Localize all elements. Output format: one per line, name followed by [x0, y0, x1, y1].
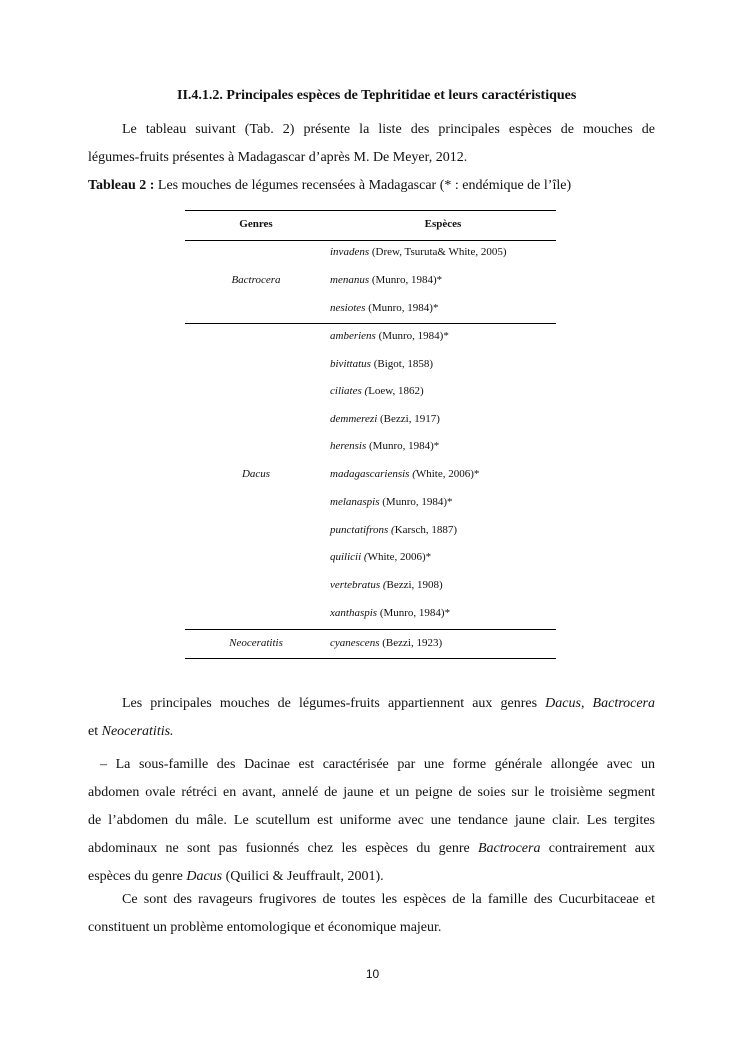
header-genres: Genres [239, 218, 273, 230]
species-authority: (Munro, 1984)* [377, 607, 451, 619]
group-rule [185, 629, 556, 630]
species-row [330, 607, 450, 619]
species-row [330, 468, 479, 480]
species-authority: (Munro, 1984)* [375, 330, 449, 342]
header-rule [185, 240, 556, 241]
species-name: amberiens [330, 330, 376, 342]
species-name: quilicii ( [330, 551, 368, 563]
caption-text: Les mouches de légumes recensées à Madagascar (* : endémique de l’île) [157, 178, 572, 193]
species-name: madagascariensis ( [330, 468, 416, 480]
species-row [330, 413, 440, 425]
species-name: ciliates ( [330, 385, 369, 397]
species-authority: (Munro, 1984)* [379, 496, 453, 508]
species-row [330, 358, 433, 370]
ravageurs-line-1 [88, 886, 655, 914]
genus-neoceratitis: Neoceratitis [229, 637, 283, 649]
ravageurs-line-1-text: Ce sont des ravageurs frugivores de toutes les espèces de la famille des Cucurbitaceae et [122, 892, 655, 907]
species-name: nesiotes [330, 302, 366, 314]
species-row [330, 274, 442, 286]
dacinae-line-1: – La sous-famille des Dacinae est caractérisée par une forme générale allongée avec un [100, 757, 655, 772]
species-name: menanus [330, 274, 370, 286]
species-authority: (Bigot, 1858) [370, 358, 433, 370]
ravageurs-paragraph [88, 886, 655, 942]
caption-label: Tableau 2 : [88, 178, 155, 193]
genus-dacus-ref: Dacus [545, 696, 581, 711]
dacinae-line-4-text: abdominaux ne sont pas fusionnés chez les espèces du genre [88, 841, 478, 856]
header-especes: Espèces [424, 218, 462, 230]
genera-text: Les principales mouches de légumes-fruits appartiennent aux genres [122, 696, 546, 711]
species-row [330, 579, 443, 591]
species-authority: Loew, 1862) [368, 385, 424, 397]
dacinae-line-5-text: espèces du genre [88, 869, 187, 884]
genus-bactrocera: Bactrocera [231, 274, 281, 286]
table-bottom-rule [185, 658, 556, 659]
species-name: punctatifrons ( [330, 524, 395, 536]
ravageurs-line-2: constituent un problème entomologique et économique majeur. [88, 920, 442, 935]
genus-dacus: Dacus [241, 468, 271, 480]
species-row [330, 637, 442, 649]
page-number: 10 [365, 967, 380, 981]
genus-bactrocera-ref: Bactrocera [592, 696, 656, 711]
species-row [330, 330, 449, 342]
species-authority: Karsch, 1887) [394, 524, 458, 536]
species-name: cyanescens [330, 637, 380, 649]
intro-line-1-text: Le tableau suivant (Tab. 2) présente la liste des principales espèces de mouches de [122, 122, 655, 137]
et-text: et [88, 724, 102, 739]
species-name: xanthaspis [330, 607, 378, 619]
species-name: demmerezi [330, 413, 378, 425]
genus-bactrocera-ref: Bactrocera [478, 841, 541, 856]
dacinae-paragraph [88, 751, 655, 891]
dacinae-line-3: de l’abdomen du mâle. Le scutellum est uniforme avec une tendance jaune clair. Les tergites [88, 813, 655, 828]
species-name: melanaspis [330, 496, 380, 508]
species-authority: (Bezzi, 1917) [377, 413, 440, 425]
species-row [330, 496, 453, 508]
dacinae-line-4 [88, 835, 655, 863]
species-authority: (Munro, 1984)* [365, 302, 439, 314]
dacinae-line-2: abdomen ovale rétréci en avant, annelé de jaune et un peigne de soies sur le troisième segment [88, 785, 655, 800]
species-row [330, 385, 424, 397]
species-authority: Bezzi, 1908) [386, 579, 443, 591]
genera-paragraph [88, 690, 655, 746]
species-name: bivittatus [330, 358, 371, 370]
group-rule [185, 323, 556, 324]
comma: , [580, 696, 593, 711]
genera-line-1 [88, 690, 655, 718]
genera-line-2 [88, 718, 655, 746]
species-authority: (Bezzi, 1923) [379, 637, 443, 649]
species-authority: White, 2006)* [367, 551, 432, 563]
section-heading: II.4.1.2. Principales espèces de Tephritidae et leurs caractéristiques [177, 88, 577, 103]
species-name: vertebratus ( [330, 579, 387, 591]
species-row [330, 440, 439, 452]
species-name: invadens [330, 246, 370, 258]
intro-line-2: légumes-fruits présentes à Madagascar d’après M. De Meyer, 2012. [88, 150, 468, 165]
dacinae-line-4-end: contrairement aux [540, 841, 655, 856]
species-row [330, 246, 507, 258]
species-authority: (Drew, Tsuruta& White, 2005) [369, 246, 507, 258]
species-row [330, 302, 438, 314]
species-authority: (Munro, 1984)* [369, 274, 443, 286]
intro-paragraph [88, 116, 655, 172]
species-authority: (Munro, 1984)* [366, 440, 440, 452]
species-authority: White, 2006)* [415, 468, 480, 480]
citation: (Quilici & Jeuffrault, 2001). [222, 869, 384, 884]
intro-line-1 [88, 116, 655, 144]
species-name: herensis [330, 440, 367, 452]
genus-dacus-ref: Dacus [186, 869, 223, 884]
species-row [330, 524, 457, 536]
genus-neoceratitis-ref: Neoceratitis. [101, 724, 174, 739]
species-row [330, 551, 431, 563]
table-caption [88, 178, 571, 194]
table-top-rule [185, 210, 556, 211]
